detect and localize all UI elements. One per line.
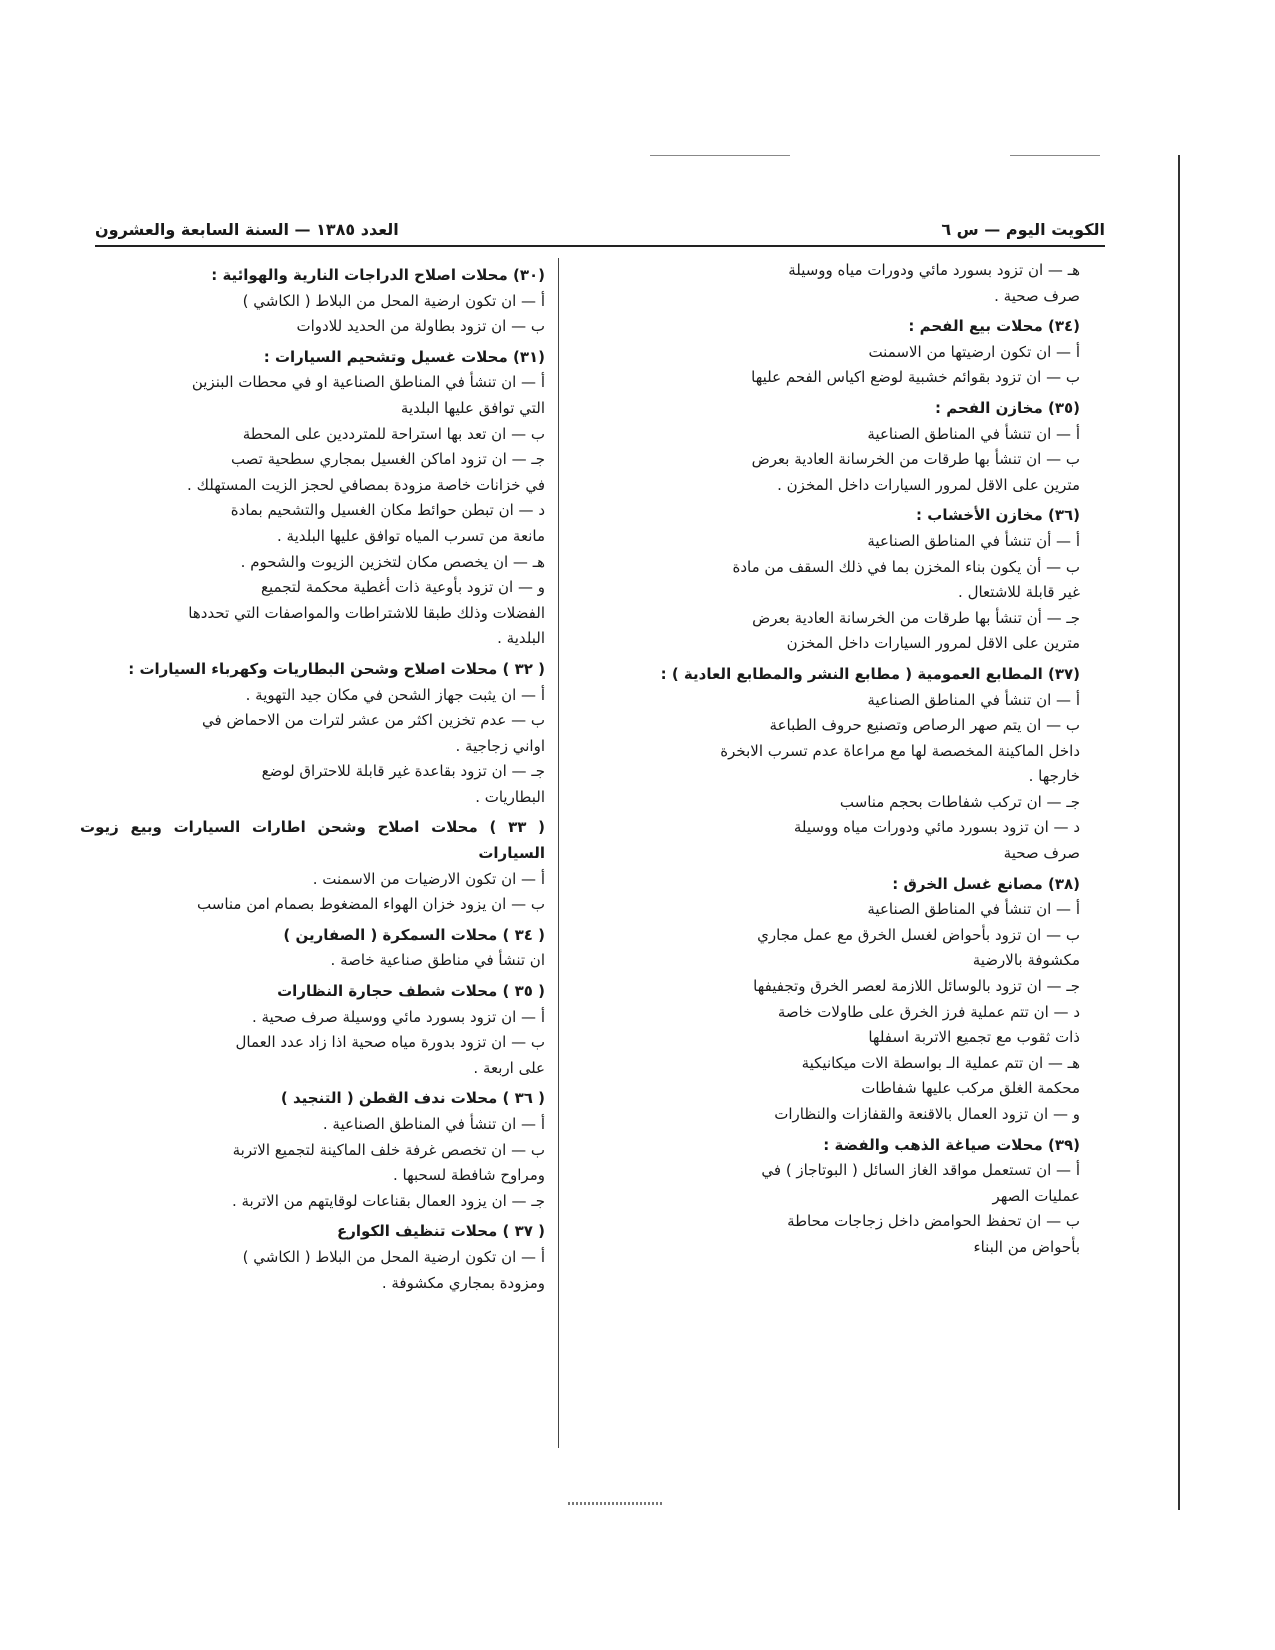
text-line: الفضلات وذلك طبقا للاشتراطات والمواصفات التي تحددها — [188, 603, 545, 622]
text-line: هـ — ان يخصص مكان لتخزين الزيوت والشحوم . — [240, 552, 545, 571]
text-line: على اربعة . — [473, 1058, 545, 1077]
text-line: أ — ان تنشأ في المناطق الصناعية — [867, 424, 1080, 443]
text-line: أ — ان تنشأ في المناطق الصناعية — [867, 900, 1080, 919]
scan-top-line — [650, 155, 790, 156]
text-line: و — ان تزود بأوعية ذات أغطية محكمة لتجميع — [261, 578, 545, 597]
text-line: محكمة الغلق مركب عليها شفاطات — [861, 1079, 1080, 1098]
text-line: جـ — ان تركب شفاطات بحجم مناسب — [839, 792, 1080, 811]
section-heading: (٣٩) محلات صياغة الذهب والفضة : — [823, 1135, 1080, 1154]
right-column — [575, 258, 1080, 1261]
section-heading: ( ٣٧ ) محلات تنظيف الكوارع — [337, 1222, 545, 1241]
text-line: جـ — ان تزود اماكن الغسيل بمجاري سطحية تصب — [230, 450, 545, 469]
text-line: عمليات الصهر — [992, 1186, 1080, 1205]
text-line: أ — أن تنشأ في المناطق الصناعية — [867, 531, 1080, 550]
footer-mark — [568, 1502, 663, 1505]
header-publication: الكويت اليوم — س ٦ — [941, 220, 1105, 239]
text-line: و — ان تزود العمال بالاقنعة والقفازات والنظارات — [774, 1105, 1080, 1123]
text-line: ب — ان تنشأ بها طرقات من الخرسانة العادية بعرض — [751, 450, 1080, 469]
section-heading: ( ٣٣ ) محلات اصلاح وشحن اطارات السيارات وبيع زيوت السيارات — [80, 818, 545, 863]
header-issue: العدد ١٣٨٥ — السنة السابعة والعشرون — [95, 220, 399, 239]
text-line: أ — ان تنشأ في المناطق الصناعية — [867, 690, 1080, 709]
text-line: ومزودة بمجاري مكشوفة . — [381, 1273, 545, 1292]
text-line: أ — ان تزود بسورد مائي ووسيلة صرف صحية . — [251, 1007, 545, 1026]
text-line: في خزانات خاصة مزودة بمصافي لحجز الزيت المستهلك . — [187, 475, 545, 494]
text-line: داخل الماكينة المخصصة لها مع مراعاة عدم تسرب الابخرة — [720, 741, 1080, 760]
text-line: صرف صحية — [1003, 844, 1080, 863]
section-heading: (٣٨) مصانع غسل الخرق : — [892, 874, 1080, 893]
text-line: أ — ان تكون ارضية المحل من البلاط ( الكاشي ) — [242, 291, 545, 310]
section-heading: ( ٣٥ ) محلات شطف حجارة النظارات — [277, 982, 545, 1001]
text-line: جـ — ان تزود بقاعدة غير قابلة للاحتراق لوضع — [261, 762, 545, 781]
text-line: ب — ان يتم صهر الرصاص وتصنيع حروف الطباعة — [769, 716, 1080, 735]
text-line: مترين على الاقل لمرور السيارات داخل المخزن . — [777, 475, 1080, 494]
text-line: أ — ان يثبت جهاز الشحن في مكان جيد التهوية . — [245, 685, 545, 704]
text-line: مترين على الاقل لمرور السيارات داخل المخزن — [786, 634, 1080, 653]
section-heading: (٣٤) محلات بيع الفحم : — [908, 317, 1080, 336]
text-line: جـ — أن تنشأ بها طرقات من الخرسانة العادية بعرض — [752, 608, 1080, 627]
text-line: هـ — ان تتم عملية الـ بواسطة الات ميكانيكية — [801, 1053, 1080, 1072]
text-line: ب — عدم تخزين اكثر من عشر لترات من الاحماض في — [202, 711, 545, 730]
text-line: أ — ان تكون ارضية المحل من البلاط ( الكاشي ) — [242, 1247, 545, 1266]
text-line: اواني زجاجية . — [455, 736, 545, 755]
column-divider — [558, 258, 559, 1448]
text-line: أ — ان تكون ارضيتها من الاسمنت — [868, 342, 1080, 361]
text-line: غير قابلة للاشتعال . — [958, 583, 1080, 602]
text-line: صرف صحية . — [994, 286, 1080, 305]
text-line: هـ — ان تزود بسورد مائي ودورات مياه ووسيلة — [788, 261, 1080, 279]
text-line: د — ان تبطن حوائط مكان الغسيل والتشحيم بمادة — [230, 501, 545, 520]
text-line: مانعة من تسرب المياه توافق عليها البلدية . — [277, 526, 545, 545]
text-line: ب — ان تزود بأحواض لغسل الخرق مع عمل مجاري — [757, 925, 1080, 944]
text-line: ب — ان تعد بها استراحة للمترددين على المحطة — [242, 424, 545, 443]
section-heading: (٣٥) مخازن الفحم : — [934, 398, 1080, 417]
text-line: ب — ان تزود بدورة مياه صحية اذا زاد عدد العمال — [235, 1033, 545, 1052]
text-line: ب — ان يزود خزان الهواء المضغوط بصمام امن مناسب — [197, 895, 545, 914]
text-line: ب — ان تزود بقوائم خشبية لوضع اكياس الفحم عليها — [751, 368, 1080, 387]
text-line: البلدية . — [497, 629, 545, 648]
section-heading: (٣٧) المطابع العمومية ( مطابع النشر والمطابع العادية ) : — [660, 664, 1080, 683]
text-line: أ — ان تنشأ في المناطق الصناعية او في محطات البنزين — [191, 373, 545, 392]
section-heading: ( ٣٢ ) محلات اصلاح وشحن البطاريات وكهرباء السيارات : — [128, 659, 545, 678]
text-line: جـ — ان تزود بالوسائل اللازمة لعصر الخرق وتجفيفها — [753, 977, 1080, 996]
text-line: بأحواض من البناء — [973, 1237, 1080, 1256]
text-line: د — ان تتم عملية فرز الخرق على طاولات خاصة — [777, 1002, 1080, 1021]
text-line: ذات ثقوب مع تجميع الاتربة اسفلها — [868, 1028, 1080, 1047]
scan-top-line — [1010, 155, 1100, 156]
text-line: أ — ان تستعمل مواقد الغاز السائل ( البوتاجاز ) في — [761, 1161, 1080, 1180]
section-heading: ( ٣٤ ) محلات السمكرة ( الصفارين ) — [283, 925, 545, 944]
text-line: خارجها . — [1028, 767, 1080, 786]
text-line: جـ — ان يزود العمال بقناعات لوقايتهم من الاتربة . — [231, 1191, 545, 1210]
text-line: أ — ان تنشأ في المناطق الصناعية . — [322, 1115, 545, 1133]
text-line: ومراوح شافطة لسحبها . — [392, 1166, 545, 1185]
text-line: مكشوفة بالارضية — [972, 951, 1080, 970]
left-column — [80, 258, 545, 1296]
text-line: التي توافق عليها البلدية — [400, 398, 545, 417]
section-heading: ( ٣٦ ) محلات ندف القطن ( التنجيد ) — [280, 1089, 545, 1108]
text-line: البطاريات . — [475, 787, 545, 806]
scan-edge-line — [1178, 155, 1180, 1510]
section-heading: (٣٦) مخازن الأخشاب : — [916, 506, 1080, 525]
text-line: أ — ان تكون الارضيات من الاسمنت . — [312, 869, 545, 888]
section-heading: (٣٠) محلات اصلاح الدراجات النارية والهوائية : — [211, 266, 545, 284]
text-line: ب — ان تزود بطاولة من الحديد للادوات — [296, 317, 545, 336]
page-header — [95, 200, 1105, 247]
text-line: ب — أن يكون بناء المخزن بما في ذلك السقف من مادة — [732, 557, 1080, 576]
text-line: ب — ان تخصص غرفة خلف الماكينة لتجميع الاتربة — [232, 1140, 545, 1159]
text-line: ان تنشأ في مناطق صناعية خاصة . — [330, 951, 545, 970]
text-line: ب — ان تحفظ الحوامض داخل زجاجات محاطة — [787, 1212, 1080, 1231]
text-line: د — ان تزود بسورد مائي ودورات مياه ووسيلة — [793, 818, 1080, 837]
section-heading: (٣١) محلات غسيل وتشحيم السيارات : — [263, 347, 545, 366]
